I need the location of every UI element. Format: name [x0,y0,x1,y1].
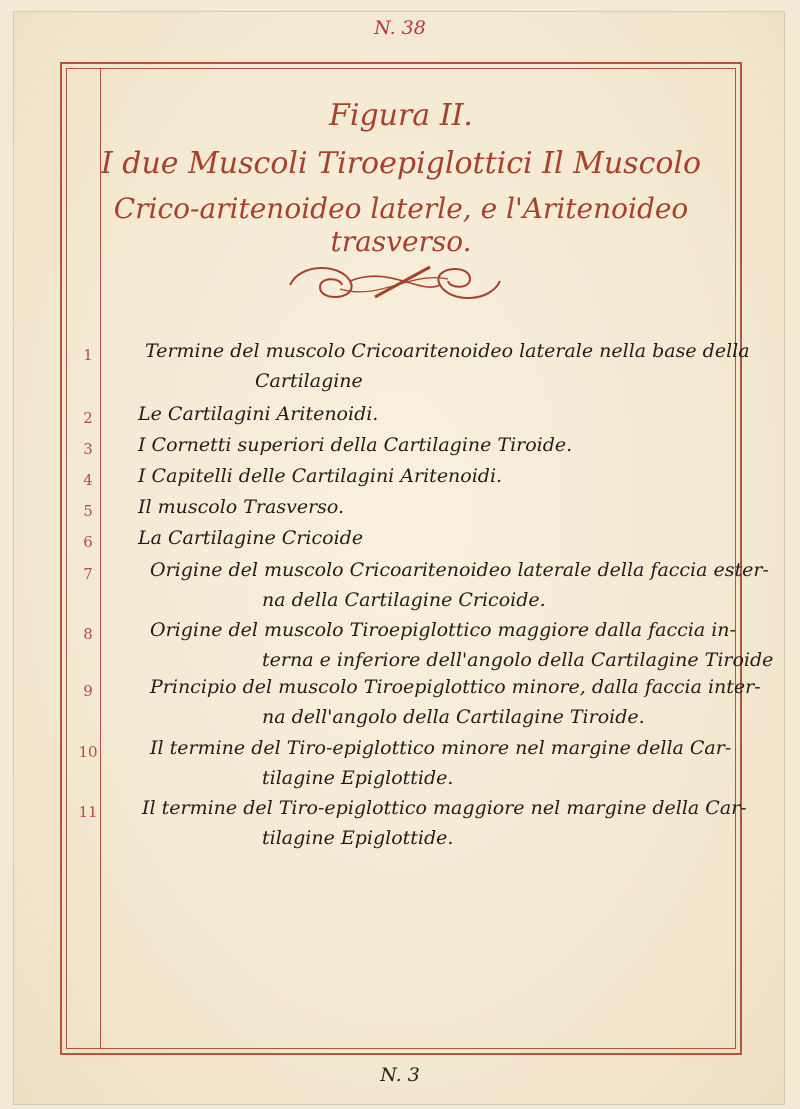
item-text-line: Principio del muscolo Tiroepiglottico minore, dalla faccia inter- [150,676,761,698]
item-text-line: Il termine del Tiro-epiglottico maggiore nel margine della Car- [142,797,747,819]
item-text-line: na della Cartilagine Cricoide. [262,589,546,611]
figure-title: Figura II. [329,98,473,133]
item-text-line: Termine del muscolo Cricoaritenoideo laterale nella base della [145,340,750,362]
item-text-line: Il muscolo Trasverso. [138,496,345,518]
item-text-line: Le Cartilagini Aritenoidi. [138,403,379,425]
item-number: 10 [78,743,98,761]
folio-number-bottom: N. 3 [380,1064,420,1086]
subtitle-line-1: I due Muscoli Tiroepiglottici Il Muscolo [100,146,702,181]
folio-number-top: N. 38 [374,17,426,39]
item-text-line: La Cartilagine Cricoide [138,527,364,549]
item-number: 5 [83,502,93,520]
item-number: 1 [83,346,93,364]
item-number: 8 [83,625,93,643]
item-text-line: I Capitelli delle Cartilagini Aritenoidi. [138,465,503,487]
subtitle-line-2: Crico-aritenoideo laterle, e l'Aritenoideo trasverso. [113,192,689,258]
calligraphic-flourish [280,255,510,311]
item-text-line: na dell'angolo della Cartilagine Tiroide. [262,706,645,728]
item-text-line: I Cornetti superiori della Cartilagine Tiroide. [138,434,573,456]
item-text-line: Origine del muscolo Cricoaritenoideo laterale della faccia ester- [150,559,769,581]
item-text-line: terna e inferiore dell'angolo della Cartilagine Tiroide [262,649,774,671]
item-number: 2 [83,409,93,427]
item-text-line: Origine del muscolo Tiroepiglottico maggiore dalla faccia in- [150,619,736,641]
item-text-line: Cartilagine [255,370,363,392]
item-text-line: Il termine del Tiro-epiglottico minore nel margine della Car- [150,737,732,759]
item-number: 11 [78,803,98,821]
item-number: 4 [83,471,93,489]
item-text-line: tilagine Epiglottide. [262,827,454,849]
item-number: 9 [83,682,93,700]
item-number: 7 [83,565,93,583]
item-number: 3 [83,440,93,458]
item-number: 6 [83,533,93,551]
item-text-line: tilagine Epiglottide. [262,767,454,789]
